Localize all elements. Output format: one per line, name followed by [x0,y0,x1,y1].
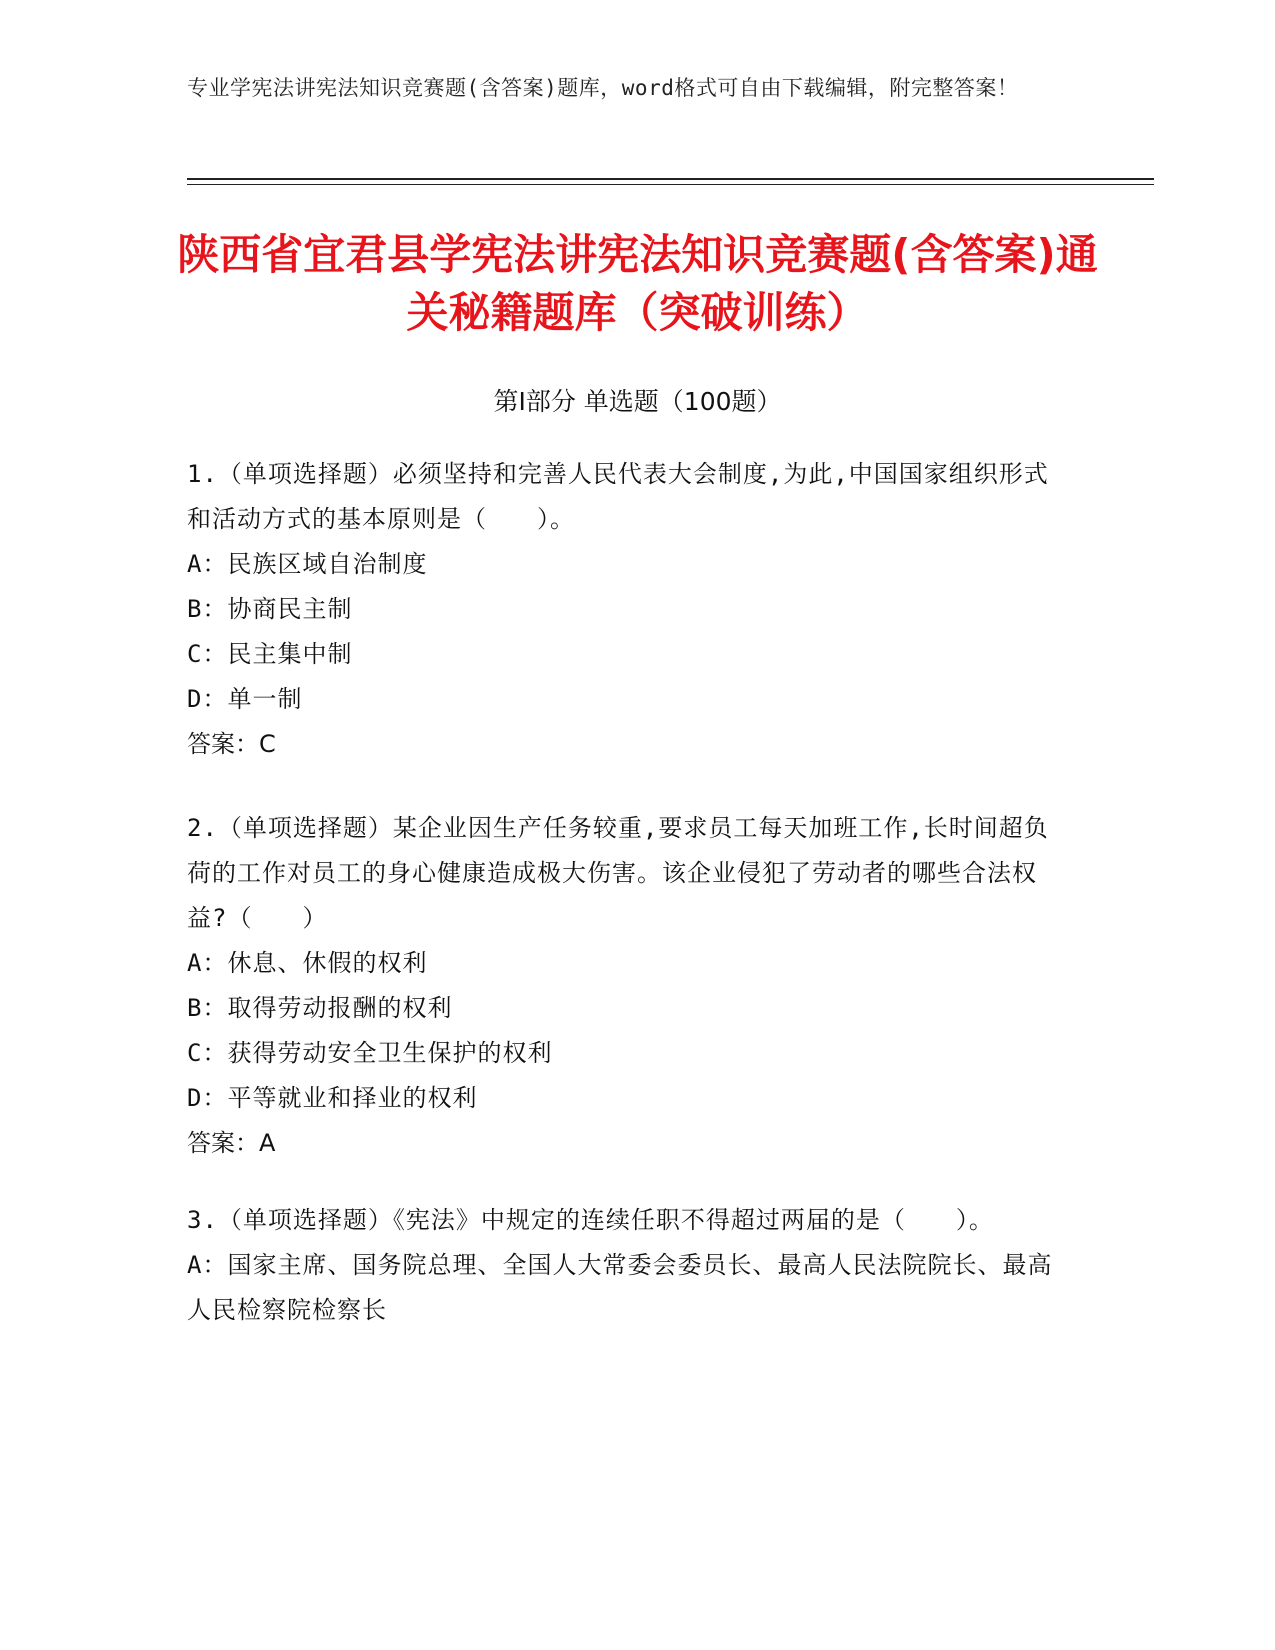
answer: 答案：A [187,1129,276,1157]
question-2 [187,806,1067,1166]
document-title: 陕西省宜君县学宪法讲宪法知识竞赛题(含答案)通关秘籍题库（突破训练） [177,230,1098,337]
answer: 答案：C [187,730,276,758]
option-a: A：休息、休假的权利 [187,949,428,977]
option-a: A：国家主席、国务院总理、全国人大常委会委员长、最高人民法院院长、最高人民检察院检察长 [187,1251,1053,1324]
header-note: 专业学宪法讲宪法知识竞赛题(含答案)题库，word格式可自由下载编辑，附完整答案！ [187,76,1019,100]
option-c: C：获得劳动安全卫生保护的权利 [187,1039,553,1067]
option-d: D：单一制 [187,685,303,713]
question-3 [187,1198,1067,1333]
question-stem: 3.（单项选择题）《宪法》中规定的连续任职不得超过两届的是（ ）。 [187,1206,994,1234]
question-stem: 2.（单项选择题）某企业因生产任务较重,要求员工每天加班工作,长时间超负荷的工作对员工的身心健康造成极大伤害。该企业侵犯了劳动者的哪些合法权益?（ ） [187,814,1049,932]
header-divider-thick [187,178,1154,180]
question-1 [187,452,1067,767]
option-d: D：平等就业和择业的权利 [187,1084,478,1112]
option-c: C：民主集中制 [187,640,353,668]
question-stem: 1.（单项选择题）必须坚持和完善人民代表大会制度,为此,中国国家组织形式和活动方式的基本原则是（ ）。 [187,460,1049,533]
option-b: B：协商民主制 [187,595,353,623]
option-a: A：民族区域自治制度 [187,550,428,578]
section-title: 第Ⅰ部分 单选题（100题） [493,387,782,416]
option-b: B：取得劳动报酬的权利 [187,994,453,1022]
header-divider-thin [187,184,1154,185]
